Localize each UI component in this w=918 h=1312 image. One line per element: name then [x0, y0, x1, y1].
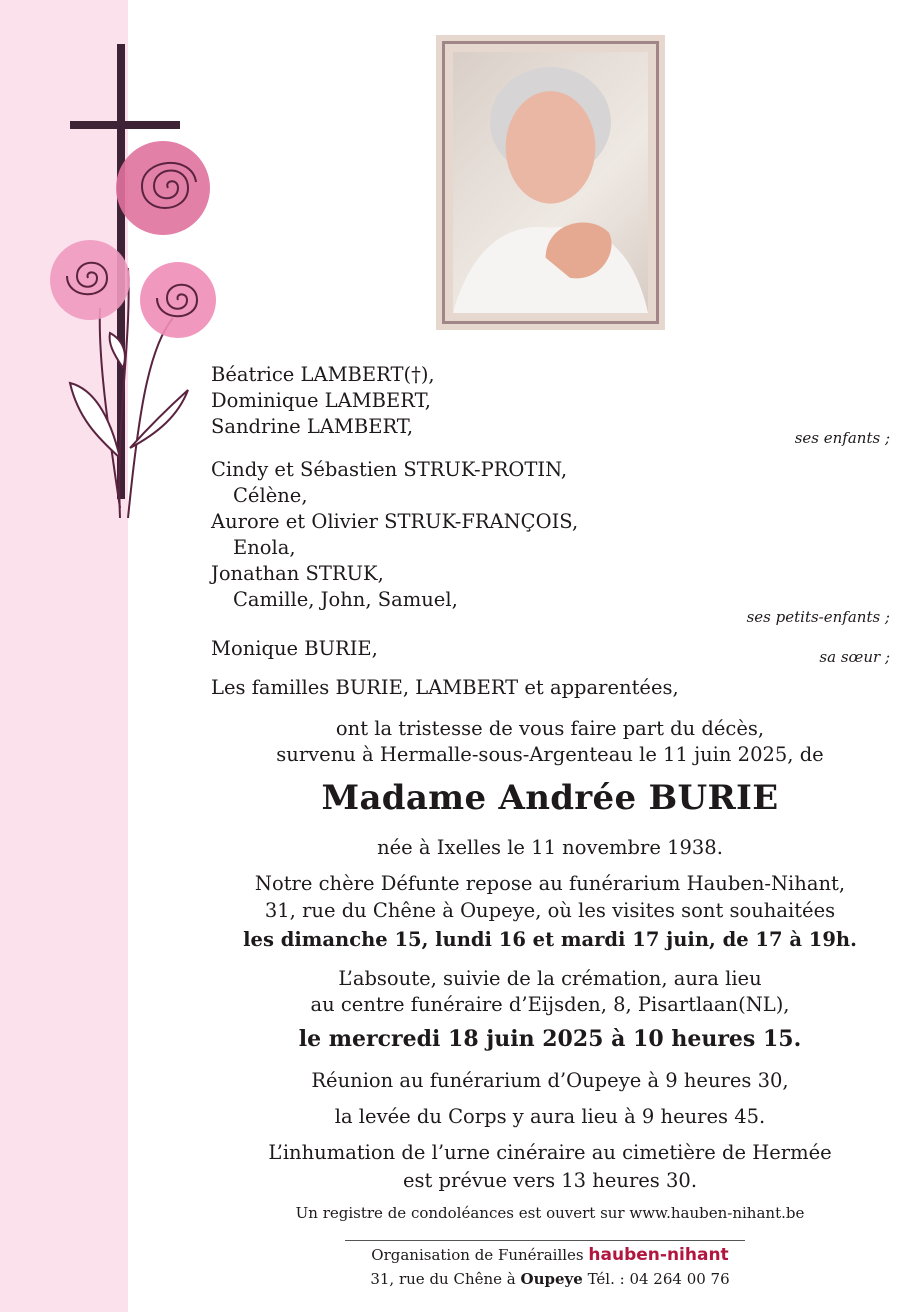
children-list — [211, 362, 435, 440]
roses-icon — [50, 141, 216, 518]
address-town: Oupeye — [520, 1270, 583, 1288]
meeting-line: Réunion au funérarium d’Oupeye à 9 heures 30, — [311, 1069, 789, 1092]
child-name: Béatrice LAMBERT(†), — [211, 363, 435, 386]
grandchild-line: Jonathan STRUK, — [211, 562, 384, 585]
urn-line1: L’inhumation de l’urne cinéraire au cimetière de Hermée — [268, 1141, 832, 1164]
levee-line: la levée du Corps y aura lieu à 9 heures 45. — [334, 1105, 766, 1128]
address-street: 31, rue du Chêne à — [370, 1270, 516, 1288]
ceremony-date: le mercredi 18 juin 2025 à 10 heures 15. — [298, 1026, 802, 1052]
brand-logo: hauben-nihant — [588, 1245, 729, 1265]
sister-role: sa sœur ; — [819, 648, 890, 666]
grandchild-line: Célène, — [233, 484, 308, 507]
grandchild-line: Cindy et Sébastien STRUK-PROTIN, — [211, 458, 568, 481]
grandchild-line: Enola, — [233, 536, 296, 559]
birth-info: née à Ixelles le 11 novembre 1938. — [377, 836, 723, 859]
portrait-frame — [436, 35, 665, 330]
footer-divider — [345, 1240, 745, 1241]
child-name: Sandrine LAMBERT, — [211, 415, 414, 438]
grandchild-line: Camille, John, Samuel, — [233, 588, 458, 611]
families-line: Les familles BURIE, LAMBERT et apparentées, — [211, 676, 679, 699]
child-name: Dominique LAMBERT, — [211, 389, 431, 412]
visits-line2: 31, rue du Chêne à Oupeye, où les visites sont souhaitées — [264, 899, 836, 922]
grandchildren-list — [211, 457, 578, 613]
phone-number: Tél. : 04 264 00 76 — [587, 1270, 730, 1288]
announcement-line1: ont la tristesse de vous faire part du décès, — [335, 717, 765, 740]
portrait-photo — [453, 52, 648, 313]
visits-dates: les dimanche 15, lundi 16 et mardi 17 juin, de 17 à 19h. — [243, 928, 857, 951]
urn-line2: est prévue vers 13 heures 30. — [402, 1169, 698, 1192]
cross-and-roses-illustration — [28, 38, 228, 528]
announcement-line2: survenu à Hermalle-sous-Argenteau le 11 juin 2025, de — [276, 743, 824, 766]
org-label: Organisation de Funérailles — [371, 1246, 584, 1264]
sister-name: Monique BURIE, — [211, 637, 378, 660]
footer-org-line — [300, 1245, 800, 1265]
grandchildren-role: ses petits-enfants ; — [746, 608, 890, 626]
footer-address-line — [300, 1270, 800, 1288]
visits-line1: Notre chère Défunte repose au funérarium Hauben-Nihant, — [254, 872, 846, 895]
grandchild-line: Aurore et Olivier STRUK-FRANÇOIS, — [211, 510, 579, 533]
ceremony-line1: L’absoute, suivie de la crémation, aura lieu — [338, 967, 762, 990]
deceased-name: Madame Andrée BURIE — [321, 778, 779, 818]
condolence-register: Un registre de condoléances est ouvert sur www.hauben-nihant.be — [295, 1204, 805, 1222]
children-role: ses enfants ; — [794, 429, 890, 447]
ceremony-line2: au centre funéraire d’Eijsden, 8, Pisartlaan(NL), — [310, 993, 790, 1016]
